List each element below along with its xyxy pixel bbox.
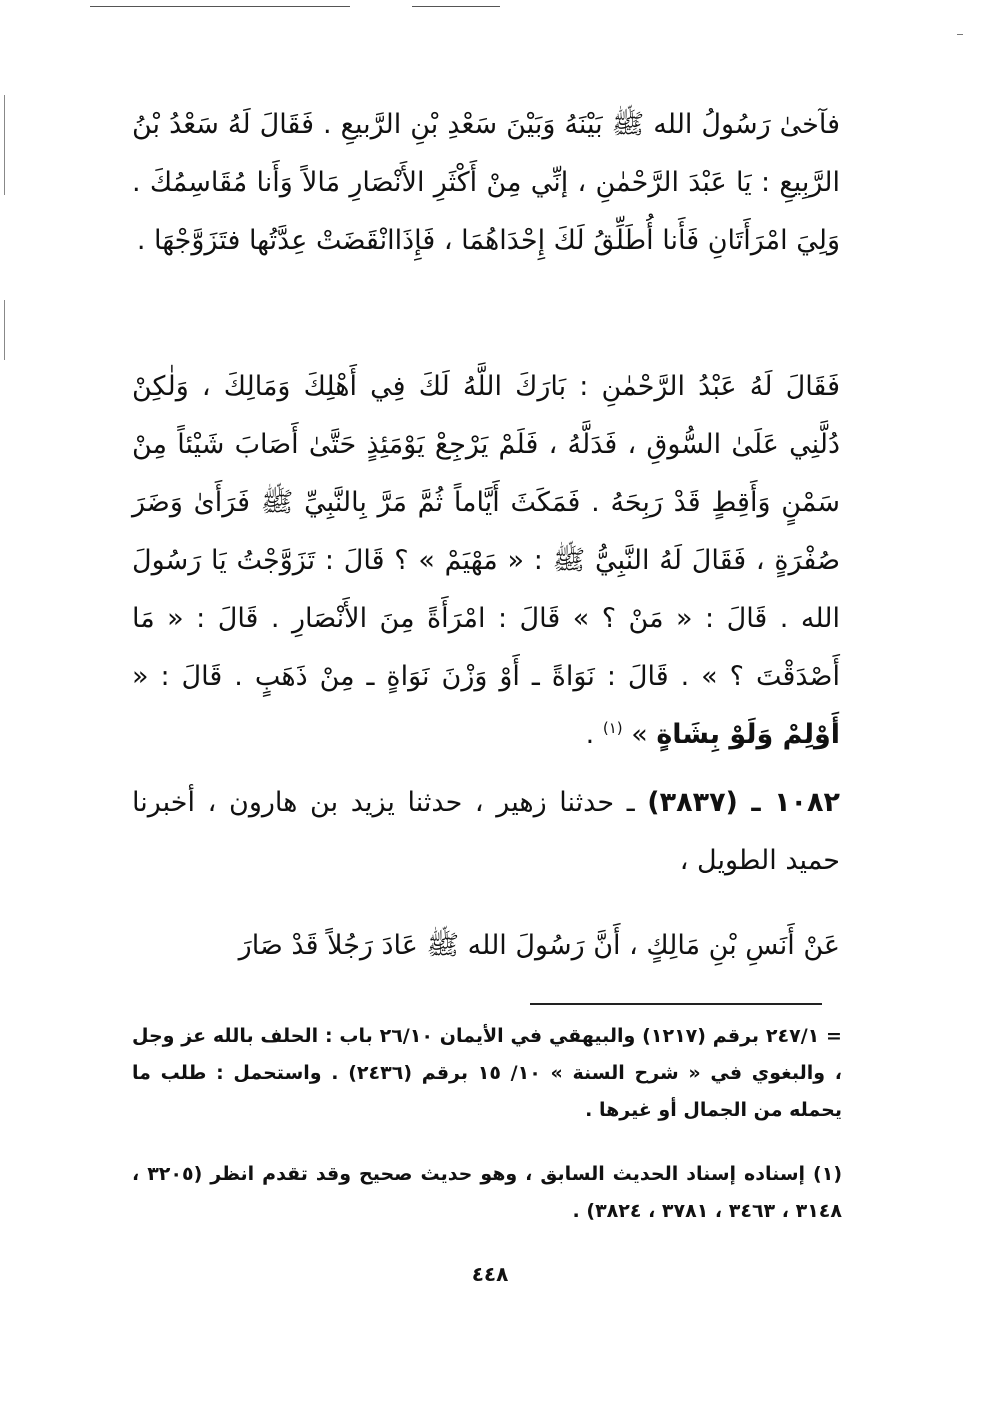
hadith-heading: [132, 774, 840, 890]
footnote-1: [132, 1156, 842, 1230]
paragraph-1: [132, 96, 840, 270]
paragraph-2-bold-phrase: أَوْلِمْ وَلَوْ بِشَاةٍ: [656, 719, 840, 750]
top-rule-center: [412, 6, 500, 7]
corner-mark: [957, 34, 963, 35]
footnote-1-text: (١) إسناده إسناد الحديث السابق ، وهو حديث صحيح وقد تقدم انظر (٣٢٠٥ ، ٣١٤٨ ، ٣٤٦٣ ، ٣٧٨١ ، ٣٨٢٤) .: [132, 1163, 842, 1222]
paragraph-2: [132, 358, 840, 764]
top-rule-left: [90, 6, 350, 7]
paragraph-2-end: .: [585, 719, 603, 750]
paragraph-2-closing-quote: »: [631, 719, 657, 750]
footnote-continued-text: = ٢٤٧/١ برقم (١٢١٧) والبيهقي في الأيمان ٢٦/١٠ باب : الحلف بالله عز وجل ، والبغوي في « شرح السنة » ١٠/ ١٥ برقم (٢٤٣٦) . واستحمل : طلب ما يحمله من الجمال أو غيرها .: [132, 1025, 843, 1121]
page-number: ٤٤٨: [471, 1262, 509, 1286]
hadith-chain: ـ حدثنا زهير ، حدثنا يزيد بن هارون ، أخبرنا حميد الطويل ،: [132, 787, 840, 876]
hadith-number: ١٠٨٢ ـ (٣٨٣٧): [647, 787, 840, 818]
paragraph-1-text: فآخىٰ رَسُولُ الله ﷺ بَيْنَهُ وَبَيْنَ سَعْدِ بْنِ الرَّبيعِ . فَقَالَ لَهُ سَعْدُ بْنُ الرَّبِيعِ : يَا عَبْدَ الرَّحْمٰنِ ، إنِّي مِنْ أَكْثَرِ الأَنْصَارِ مَالاً وَأَنا مُقَاسِمُكَ . وَلِيَ امْرَأَتَانِ فَأَنا أُطَلِّقُ لَكَ إِحْدَاهُمَا ، فَإِذَاانْقَضَتْ عِدَّتُها فتَزَوَّجْهَا .: [132, 109, 840, 256]
paragraph-4: [132, 917, 840, 975]
paragraph-2-text: فَقَالَ لَهُ عَبْدُ الرَّحْمٰنِ : بَارَكَ اللَّهُ لَكَ فِي أَهْلِكَ وَمَالِكَ ، وَلٰكِنْ دُلَّنِي عَلَىٰ السُّوقِ ، فَدَلَّهُ ، فَلَمْ يَرْجِعْ يَوْمَئِذٍ حَتَّىٰ أَصَابَ شَيْئاً مِنْ سَمْنٍ وَأَقِطٍ قَدْ رَبِحَهُ . فَمَكَثَ أَيَّاماً ثُمَّ مَرَّ بِالنَّبِيِّ ﷺ فَرَأَىٰ وَضَرَ صُفْرَةٍ ، فَقَالَ لَهُ النَّبِيُّ ﷺ : « مَهْيَمْ » ؟ قَالَ : تَزَوَّجْتُ يَا رَسُولَ الله . قَالَ : « مَنْ ؟ » قَالَ : امْرَأَةً مِنَ الأَنْصَارِ . قَالَ : « مَا أَصْدَقْتَ ؟ » . قَالَ : نَوَاةً ـ أَوْ وَزْنَ نَوَاةٍ ـ مِنْ ذَهَبٍ . قَالَ : «: [132, 371, 840, 692]
margin-mark-lower: [4, 300, 5, 360]
footnote-continued: [132, 1018, 842, 1129]
footnote-separator: [530, 1003, 822, 1005]
margin-mark-upper: [4, 95, 5, 195]
paragraph-4-text: عَنْ أَنَسِ بْنِ مَالِكٍ ، أَنَّ رَسُولَ الله ﷺ عَادَ رَجُلاً قَدْ صَارَ: [238, 930, 840, 961]
footnote-reference-1[interactable]: (١): [602, 719, 623, 737]
